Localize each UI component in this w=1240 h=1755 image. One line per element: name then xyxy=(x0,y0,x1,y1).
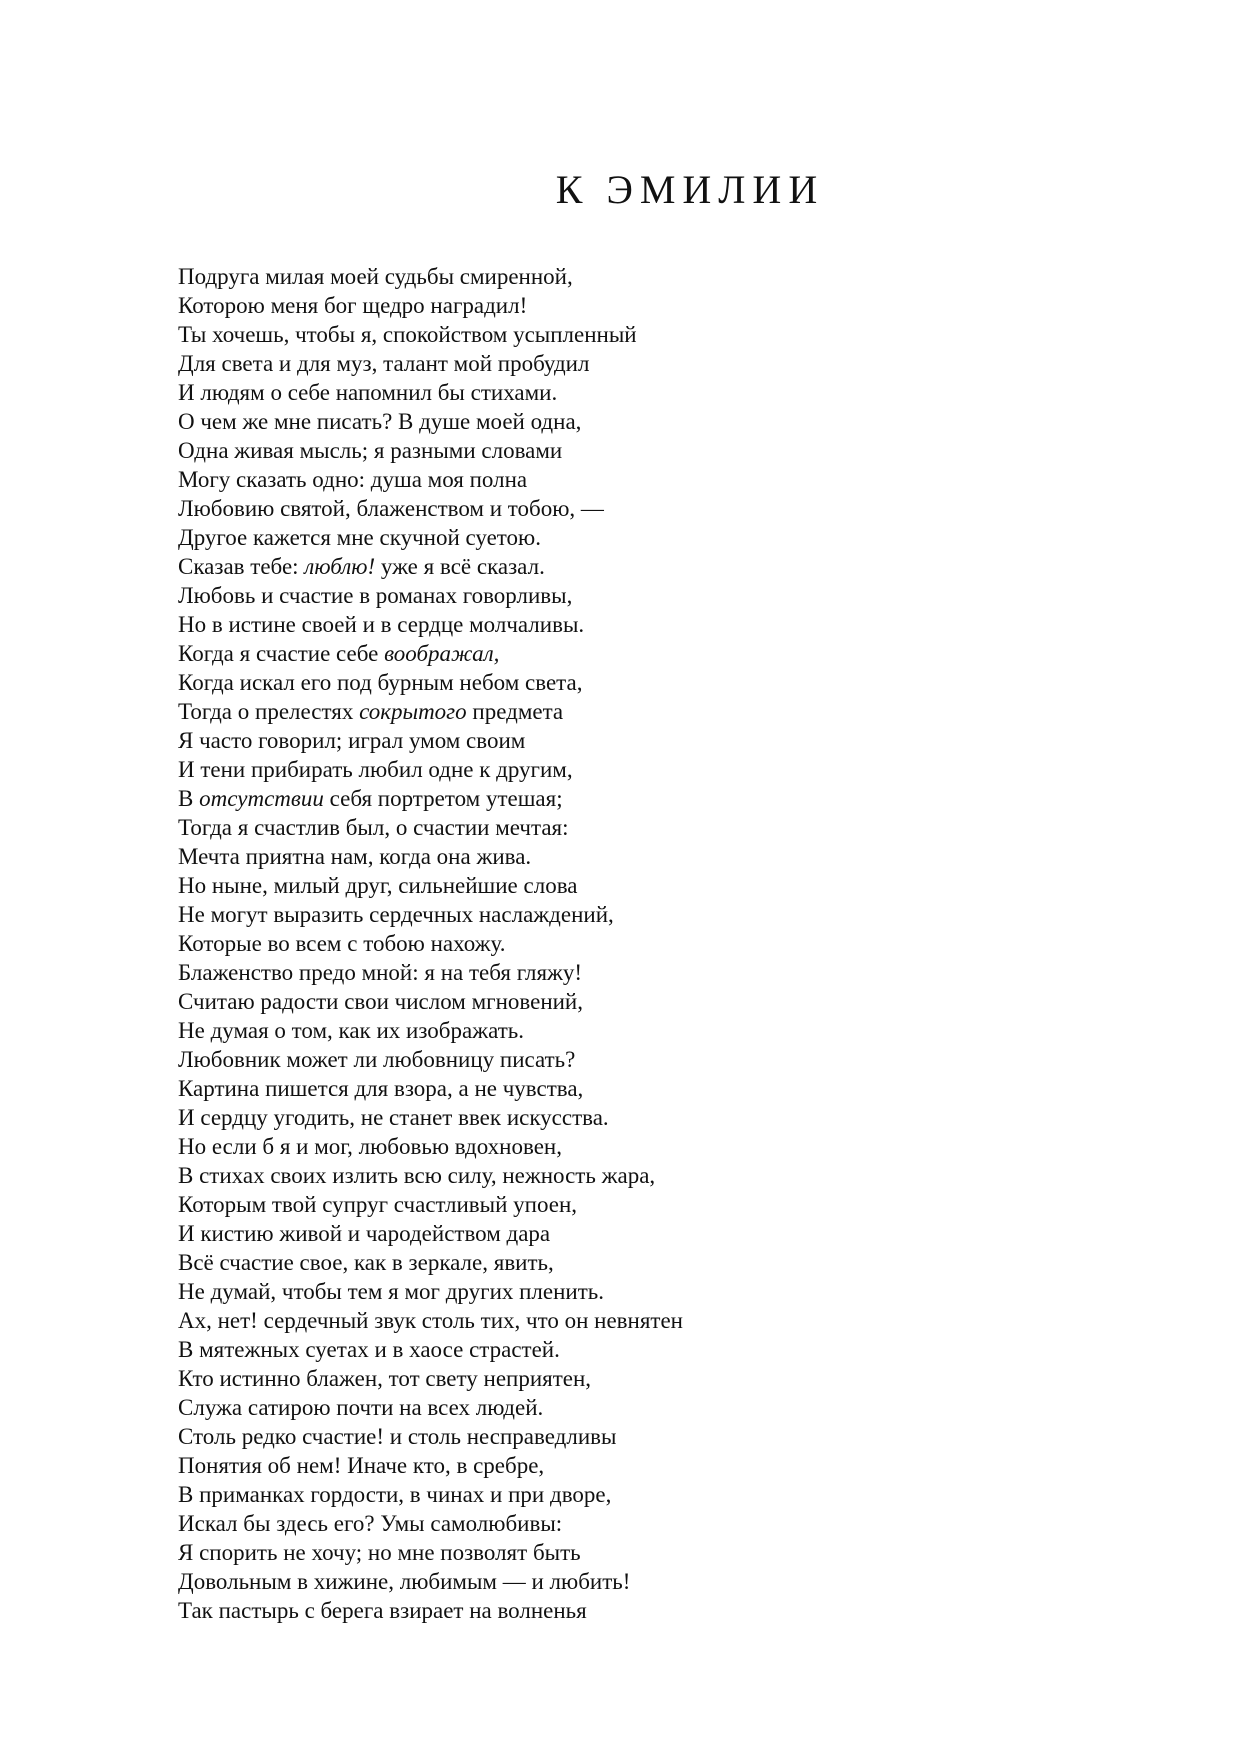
line-text: Всё счастие свое, как в зеркале, явить, xyxy=(178,1250,554,1275)
poem-line xyxy=(178,639,683,668)
line-text: себя портретом утешая; xyxy=(323,786,563,811)
line-text: Ах, нет! сердечный звук столь тих, что он невнятен xyxy=(178,1308,683,1333)
line-text: Довольным в хижине, любимым — и любить! xyxy=(178,1569,631,1594)
poem-line xyxy=(178,755,683,784)
poem-line xyxy=(178,1190,683,1219)
poem-line xyxy=(178,465,683,494)
poem-line xyxy=(178,1045,683,1074)
line-text: В приманках гордости, в чинах и при дворе, xyxy=(178,1482,612,1507)
line-text: Не думая о том, как их изображать. xyxy=(178,1018,524,1043)
poem-line xyxy=(178,581,683,610)
line-text: Могу сказать одно: душа моя полна xyxy=(178,467,528,492)
poem-line xyxy=(178,1248,683,1277)
line-text: В мятежных суетах и в хаосе страстей. xyxy=(178,1337,560,1362)
poem-line xyxy=(178,407,683,436)
line-text: Для света и для муз, талант мой пробудил xyxy=(178,351,590,376)
poem-line xyxy=(178,1132,683,1161)
line-text: Которым твой супруг счастливый упоен, xyxy=(178,1192,578,1217)
poem-line xyxy=(178,842,683,871)
line-text: Я часто говорил; играл умом своим xyxy=(178,728,526,753)
poem-body xyxy=(178,262,683,1625)
line-text: уже я всё сказал. xyxy=(375,554,545,579)
poem-line xyxy=(178,1277,683,1306)
poem-line xyxy=(178,1451,683,1480)
line-text: И людям о себе напомнил бы стихами. xyxy=(178,380,558,405)
poem-line xyxy=(178,1480,683,1509)
line-text: Считаю радости свои числом мгновений, xyxy=(178,989,583,1014)
line-text: Когда искал его под бурным небом света, xyxy=(178,670,583,695)
poem-line xyxy=(178,494,683,523)
poem-line xyxy=(178,262,683,291)
italic-word: отсутствии xyxy=(199,786,324,811)
line-text: Так пастырь с берега взирает на волненья xyxy=(178,1598,587,1623)
poem-line xyxy=(178,349,683,378)
line-text: Сказав тебе: xyxy=(178,554,305,579)
line-text: Понятия об нем! Иначе кто, в сребре, xyxy=(178,1453,545,1478)
line-text: Картина пишется для взора, а не чувства, xyxy=(178,1076,584,1101)
line-text: Не могут выразить сердечных наслаждений, xyxy=(178,902,614,927)
poem-line xyxy=(178,1538,683,1567)
line-text: Любовь и счастие в романах говорливы, xyxy=(178,583,573,608)
line-text: Которые во всем с тобою нахожу. xyxy=(178,931,506,956)
poem-line xyxy=(178,552,683,581)
line-text: Одна живая мысль; я разными словами xyxy=(178,438,563,463)
poem-line xyxy=(178,813,683,842)
poem-line xyxy=(178,1567,683,1596)
italic-word: воображал, xyxy=(384,641,500,666)
poem-line xyxy=(178,320,683,349)
poem-line xyxy=(178,987,683,1016)
poem-line xyxy=(178,1074,683,1103)
line-text: Тогда я счастлив был, о счастии мечтая: xyxy=(178,815,569,840)
poem-line xyxy=(178,1509,683,1538)
line-text: Служа сатирою почти на всех людей. xyxy=(178,1395,544,1420)
line-text: Но ныне, милый друг, сильнейшие слова xyxy=(178,873,578,898)
poem-title: К ЭМИЛИИ xyxy=(555,167,825,212)
poem-line xyxy=(178,1335,683,1364)
line-text: В xyxy=(178,786,200,811)
poem-line xyxy=(178,784,683,813)
poem-line xyxy=(178,1306,683,1335)
line-text: Другое кажется мне скучной суетою. xyxy=(178,525,541,550)
poem-line xyxy=(178,1016,683,1045)
italic-word: люблю! xyxy=(304,554,376,579)
line-text: предмета xyxy=(466,699,564,724)
poem-line xyxy=(178,668,683,697)
line-text: Я спорить не хочу; но мне позволят быть xyxy=(178,1540,581,1565)
poem-line xyxy=(178,1103,683,1132)
line-text: Искал бы здесь его? Умы самолюбивы: xyxy=(178,1511,563,1536)
poem-line xyxy=(178,726,683,755)
line-text: Ты хочешь, чтобы я, спокойством усыпленный xyxy=(178,322,637,347)
poem-line xyxy=(178,523,683,552)
poem-line xyxy=(178,1393,683,1422)
line-text: Любовию святой, блаженством и тобою, — xyxy=(178,496,604,521)
line-text: Но если б я и мог, любовью вдохновен, xyxy=(178,1134,562,1159)
poem-line xyxy=(178,1364,683,1393)
poem-line xyxy=(178,610,683,639)
poem-line xyxy=(178,697,683,726)
poem-line xyxy=(178,1596,683,1625)
poem-line xyxy=(178,1161,683,1190)
line-text: О чем же мне писать? В душе моей одна, xyxy=(178,409,582,434)
line-text: Любовник может ли любовницу писать? xyxy=(178,1047,576,1072)
line-text: И сердцу угодить, не станет ввек искусства. xyxy=(178,1105,609,1130)
line-text: Подруга милая моей судьбы смиренной, xyxy=(178,264,573,289)
poem-line xyxy=(178,958,683,987)
line-text: Столь редко счастие! и столь несправедливы xyxy=(178,1424,617,1449)
line-text: Которою меня бог щедро наградил! xyxy=(178,293,528,318)
poem-line xyxy=(178,436,683,465)
italic-word: сокрытого xyxy=(359,699,467,724)
poem-line xyxy=(178,929,683,958)
line-text: В стихах своих излить всю силу, нежность жара, xyxy=(178,1163,656,1188)
line-text: Кто истинно блажен, тот свету неприятен, xyxy=(178,1366,592,1391)
line-text: Но в истине своей и в сердце молчаливы. xyxy=(178,612,585,637)
line-text: Мечта приятна нам, когда она жива. xyxy=(178,844,532,869)
poem-line xyxy=(178,871,683,900)
line-text: И тени прибирать любил одне к другим, xyxy=(178,757,573,782)
line-text: Не думай, чтобы тем я мог других пленить. xyxy=(178,1279,605,1304)
line-text: Когда я счастие себе xyxy=(178,641,385,666)
poem-line xyxy=(178,1422,683,1451)
line-text: Блаженство предо мной: я на тебя гляжу! xyxy=(178,960,583,985)
poem-line xyxy=(178,900,683,929)
line-text: И кистию живой и чародейством дара xyxy=(178,1221,551,1246)
poem-line xyxy=(178,378,683,407)
poem-line xyxy=(178,1219,683,1248)
line-text: Тогда о прелестях xyxy=(178,699,360,724)
poem-line xyxy=(178,291,683,320)
